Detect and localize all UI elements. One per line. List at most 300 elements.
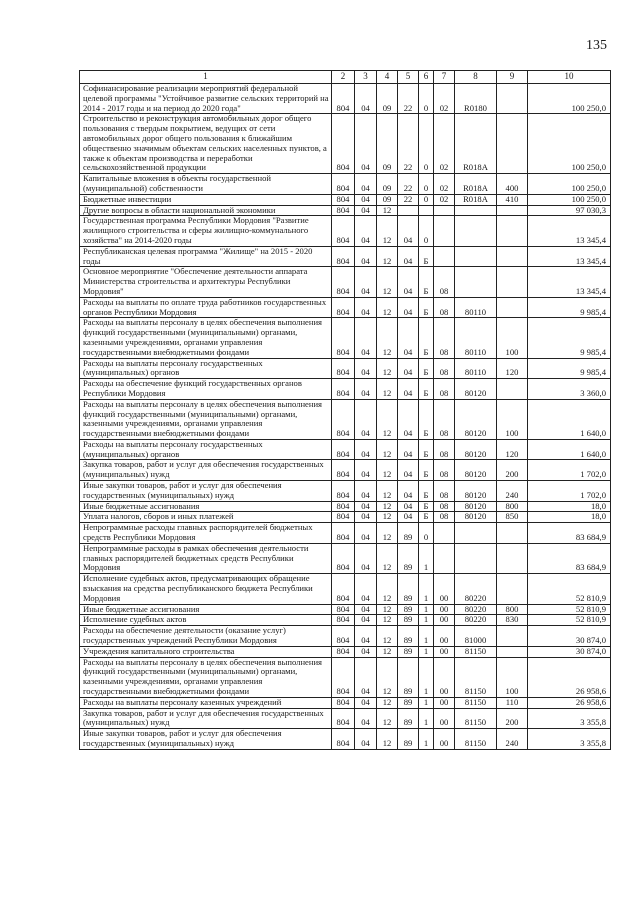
row-name-cell: Исполнение судебных актов [80,615,332,626]
code-cell: 80120 [455,399,497,439]
code-cell: 08 [434,512,455,523]
code-cell: 12 [377,267,398,297]
code-cell: 12 [377,646,398,657]
code-cell: 804 [332,297,355,318]
header-cell: 2 [332,71,355,84]
amount-cell: 52 810,9 [528,604,611,615]
code-cell: Б [419,358,434,379]
code-cell: 1 [419,729,434,750]
amount-cell: 3 355,8 [528,729,611,750]
code-cell: 04 [398,267,419,297]
code-cell: 04 [355,84,377,114]
code-cell: 850 [497,512,528,523]
code-cell: 89 [398,657,419,697]
amount-cell: 18,0 [528,512,611,523]
code-cell [497,205,528,216]
code-cell: 120 [497,358,528,379]
code-cell: 80110 [455,318,497,358]
code-cell: 80220 [455,604,497,615]
code-cell [455,523,497,544]
amount-cell: 1 702,0 [528,481,611,502]
code-cell: 804 [332,84,355,114]
code-cell: 04 [355,604,377,615]
row-name-cell: Учреждения капитального строительства [80,646,332,657]
header-cell: 6 [419,71,434,84]
code-cell: 00 [434,574,455,604]
code-cell: 804 [332,708,355,729]
code-cell: 1 [419,657,434,697]
code-cell: 89 [398,626,419,647]
code-cell: 200 [497,460,528,481]
code-cell: 12 [377,708,398,729]
code-cell: 22 [398,174,419,195]
code-cell: 04 [355,512,377,523]
code-cell: 04 [398,318,419,358]
code-cell: R0180 [455,84,497,114]
row-name-cell: Другие вопросы в области национальной экономики [80,205,332,216]
code-cell: 04 [355,481,377,502]
code-cell: 800 [497,604,528,615]
code-cell: Б [419,246,434,267]
code-cell: 04 [398,379,419,400]
table-row [80,358,611,379]
code-cell: 200 [497,708,528,729]
code-cell: 12 [377,297,398,318]
amount-cell: 9 985,4 [528,297,611,318]
header-cell: 7 [434,71,455,84]
amount-cell: 100 250,0 [528,114,611,174]
code-cell: 89 [398,604,419,615]
row-name-cell: Расходы на выплаты персоналу государственных (муниципальных) органов [80,439,332,460]
code-cell: 08 [434,297,455,318]
code-cell: 804 [332,318,355,358]
code-cell: 12 [377,615,398,626]
code-cell [497,297,528,318]
code-cell [434,523,455,544]
amount-cell: 1 640,0 [528,399,611,439]
row-name-cell: Иные бюджетные ассигнования [80,604,332,615]
code-cell: 0 [419,174,434,195]
table-row [80,615,611,626]
table-row [80,646,611,657]
table-row [80,297,611,318]
code-cell: 08 [434,460,455,481]
code-cell: 12 [377,481,398,502]
code-cell: 81150 [455,657,497,697]
code-cell: 04 [398,358,419,379]
code-cell: 04 [398,216,419,246]
code-cell: 00 [434,697,455,708]
table-row [80,697,611,708]
code-cell: 80120 [455,512,497,523]
code-cell: 12 [377,512,398,523]
row-name-cell: Иные закупки товаров, работ и услуг для обеспечения государственных (муниципальных) нужд [80,729,332,750]
code-cell: 804 [332,646,355,657]
code-cell: 0 [419,84,434,114]
code-cell: 22 [398,114,419,174]
code-cell: 80120 [455,439,497,460]
code-cell: 804 [332,194,355,205]
amount-cell: 13 345,4 [528,216,611,246]
code-cell: 1 [419,697,434,708]
row-name-cell: Строительство и реконструкция автомобильных дорог общего пользования с твердым покрытием, ведущих от сети автомобильных дорог общего пользования к ближайшим общественно значимым объектам сельских населенных пунктов, а также к объектам производства и переработки сельскохозяйственной продукции [80,114,332,174]
header-cell: 4 [377,71,398,84]
code-cell: 804 [332,697,355,708]
code-cell [419,205,434,216]
amount-cell: 1 640,0 [528,439,611,460]
row-name-cell: Основное мероприятие "Обеспечение деятельности аппарата Министерства строительства и архитектуры Республики Мордовия" [80,267,332,297]
code-cell: 830 [497,615,528,626]
code-cell: 804 [332,481,355,502]
header-cell: 1 [80,71,332,84]
budget-table [79,70,611,750]
code-cell: 12 [377,523,398,544]
amount-cell: 52 810,9 [528,615,611,626]
code-cell: 04 [355,114,377,174]
amount-cell: 100 250,0 [528,194,611,205]
code-cell: 04 [398,439,419,460]
code-cell: 804 [332,216,355,246]
code-cell: 04 [355,460,377,481]
code-cell: 80120 [455,481,497,502]
amount-cell: 26 958,6 [528,697,611,708]
header-cell: 10 [528,71,611,84]
code-cell: 81000 [455,626,497,647]
code-cell: 804 [332,543,355,573]
code-cell: 04 [355,216,377,246]
code-cell: 80120 [455,501,497,512]
table-header-row [80,71,611,84]
code-cell: 80220 [455,615,497,626]
row-name-cell: Закупка товаров, работ и услуг для обеспечения государственных (муниципальных) нужд [80,460,332,481]
code-cell: R018A [455,174,497,195]
code-cell: 804 [332,267,355,297]
table-row [80,439,611,460]
code-cell: Б [419,481,434,502]
code-cell [497,84,528,114]
code-cell [497,626,528,647]
row-name-cell: Расходы на выплаты персоналу казенных учреждений [80,697,332,708]
code-cell: 804 [332,358,355,379]
row-name-cell: Республиканская целевая программа "Жилище" на 2015 - 2020 годы [80,246,332,267]
table-row [80,460,611,481]
code-cell: 1 [419,646,434,657]
row-name-cell: Государственная программа Республики Мордовия "Развитие жилищного строительства и сферы жилищно-коммунального хозяйства" на 2014-2020 годы [80,216,332,246]
table-row [80,657,611,697]
code-cell: 800 [497,501,528,512]
code-cell: R018A [455,194,497,205]
code-cell: 08 [434,439,455,460]
amount-cell: 83 684,9 [528,543,611,573]
row-name-cell: Исполнение судебных актов, предусматривающих обращение взыскания на средства республиканского бюджета Республики Мордовия [80,574,332,604]
code-cell [455,246,497,267]
code-cell [455,216,497,246]
code-cell: 04 [355,439,377,460]
table-row [80,114,611,174]
code-cell: 09 [377,194,398,205]
code-cell: 804 [332,626,355,647]
code-cell: 89 [398,697,419,708]
row-name-cell: Уплата налогов, сборов и иных платежей [80,512,332,523]
table-row [80,523,611,544]
code-cell: 22 [398,84,419,114]
table-row [80,729,611,750]
code-cell: Б [419,399,434,439]
code-cell: 240 [497,729,528,750]
code-cell: 00 [434,626,455,647]
code-cell [497,646,528,657]
code-cell: 04 [355,399,377,439]
amount-cell: 13 345,4 [528,246,611,267]
code-cell: 804 [332,174,355,195]
code-cell: 04 [355,267,377,297]
table-row [80,512,611,523]
code-cell: 410 [497,194,528,205]
code-cell: 04 [355,501,377,512]
code-cell: 0 [419,194,434,205]
table-row [80,708,611,729]
amount-cell: 100 250,0 [528,84,611,114]
table-row [80,379,611,400]
code-cell: 89 [398,729,419,750]
code-cell: 04 [355,708,377,729]
row-name-cell: Расходы на выплаты персоналу в целях обеспечения выполнения функций государственными (муниципальными) органами, казенными учреждениями, органами управления государственными внебюджетными фондами [80,318,332,358]
code-cell: 04 [355,358,377,379]
code-cell: 1 [419,615,434,626]
code-cell: 04 [355,379,377,400]
row-name-cell: Непрограммные расходы в рамках обеспечения деятельности главных распорядителей бюджетных средств Республики Мордовия [80,543,332,573]
code-cell: 12 [377,460,398,481]
header-cell: 5 [398,71,419,84]
code-cell: Б [419,501,434,512]
code-cell: 04 [355,574,377,604]
code-cell: 02 [434,174,455,195]
code-cell: 04 [355,615,377,626]
amount-cell: 30 874,0 [528,646,611,657]
code-cell: 12 [377,205,398,216]
code-cell: 804 [332,460,355,481]
code-cell: 1 [419,708,434,729]
table-row [80,84,611,114]
code-cell: 02 [434,194,455,205]
code-cell: 400 [497,174,528,195]
code-cell: 81150 [455,697,497,708]
code-cell [497,574,528,604]
code-cell: 0 [419,523,434,544]
code-cell: 110 [497,697,528,708]
code-cell [497,246,528,267]
table-row [80,574,611,604]
code-cell: 89 [398,646,419,657]
header-cell: 3 [355,71,377,84]
code-cell: 04 [355,318,377,358]
code-cell: 804 [332,501,355,512]
code-cell: 04 [398,481,419,502]
code-cell: 804 [332,399,355,439]
amount-cell: 97 030,3 [528,205,611,216]
code-cell: Б [419,379,434,400]
code-cell: 804 [332,114,355,174]
code-cell: 12 [377,604,398,615]
code-cell: 02 [434,114,455,174]
amount-cell: 26 958,6 [528,657,611,697]
code-cell [455,543,497,573]
row-name-cell: Расходы на выплаты персоналу в целях обеспечения выполнения функций государственными (муниципальными) органами, казенными учреждениями, органами управления государственными внебюджетными фондами [80,399,332,439]
code-cell: 00 [434,646,455,657]
table-row [80,481,611,502]
table-row [80,604,611,615]
code-cell: 08 [434,267,455,297]
table-row [80,626,611,647]
code-cell: Б [419,439,434,460]
page-number: 135 [586,38,607,53]
code-cell: 0 [419,114,434,174]
code-cell: 89 [398,543,419,573]
row-name-cell: Закупка товаров, работ и услуг для обеспечения государственных (муниципальных) нужд [80,708,332,729]
amount-cell: 18,0 [528,501,611,512]
code-cell [497,543,528,573]
amount-cell: 9 985,4 [528,318,611,358]
code-cell [434,205,455,216]
code-cell [497,267,528,297]
code-cell [434,216,455,246]
code-cell: 04 [355,205,377,216]
code-cell [455,205,497,216]
code-cell: 89 [398,708,419,729]
code-cell: 04 [355,523,377,544]
code-cell: 04 [398,501,419,512]
amount-cell: 1 702,0 [528,460,611,481]
code-cell [455,267,497,297]
code-cell: 09 [377,174,398,195]
code-cell: 804 [332,615,355,626]
code-cell: 00 [434,604,455,615]
code-cell: 12 [377,216,398,246]
code-cell: 80220 [455,574,497,604]
table-row [80,543,611,573]
code-cell: 80110 [455,358,497,379]
code-cell: 04 [355,246,377,267]
code-cell: 12 [377,358,398,379]
code-cell: 804 [332,729,355,750]
code-cell: 04 [355,626,377,647]
code-cell: 804 [332,379,355,400]
code-cell: 00 [434,657,455,697]
code-cell: 12 [377,574,398,604]
table-row [80,318,611,358]
header-cell: 9 [497,71,528,84]
code-cell: Б [419,267,434,297]
code-cell: Б [419,297,434,318]
table-row [80,246,611,267]
code-cell: 89 [398,523,419,544]
code-cell: 04 [355,194,377,205]
table-row [80,205,611,216]
row-name-cell: Иные закупки товаров, работ и услуг для обеспечения государственных (муниципальных) нужд [80,481,332,502]
row-name-cell: Расходы на выплаты персоналу в целях обеспечения выполнения функций государственными (муниципальными) органами, казенными учреждениями, органами управления государственными внебюджетными фондами [80,657,332,697]
code-cell [434,246,455,267]
code-cell: 08 [434,318,455,358]
row-name-cell: Бюджетные инвестиции [80,194,332,205]
table-row [80,399,611,439]
row-name-cell: Непрограммные расходы главных распорядителей бюджетных средств Республики Мордовия [80,523,332,544]
row-name-cell: Капитальные вложения в объекты государственной (муниципальной) собственности [80,174,332,195]
code-cell: 804 [332,439,355,460]
code-cell: 81150 [455,708,497,729]
code-cell: 12 [377,729,398,750]
code-cell: 1 [419,574,434,604]
amount-cell: 52 810,9 [528,574,611,604]
code-cell: 04 [355,297,377,318]
code-cell: 89 [398,615,419,626]
code-cell: 12 [377,697,398,708]
code-cell: 80120 [455,379,497,400]
code-cell: 804 [332,205,355,216]
code-cell [497,379,528,400]
code-cell: 81150 [455,646,497,657]
code-cell: 04 [398,297,419,318]
code-cell: 08 [434,399,455,439]
row-name-cell: Иные бюджетные ассигнования [80,501,332,512]
row-name-cell: Софинансирование реализации мероприятий федеральной целевой программы "Устойчивое развитие сельских территорий на 2014 - 2017 годы и на период до 2020 года" [80,84,332,114]
code-cell: 100 [497,657,528,697]
table-row [80,194,611,205]
table-row [80,501,611,512]
code-cell: 1 [419,543,434,573]
code-cell: 04 [398,460,419,481]
code-cell: 12 [377,501,398,512]
amount-cell: 3 355,8 [528,708,611,729]
code-cell: 08 [434,358,455,379]
code-cell [434,543,455,573]
code-cell: 804 [332,604,355,615]
code-cell: 81150 [455,729,497,750]
code-cell [398,205,419,216]
amount-cell: 30 874,0 [528,626,611,647]
table-row [80,216,611,246]
code-cell: 00 [434,615,455,626]
code-cell: 04 [398,399,419,439]
code-cell: 22 [398,194,419,205]
code-cell: 0 [419,216,434,246]
code-cell: 00 [434,729,455,750]
code-cell: R018A [455,114,497,174]
code-cell [497,114,528,174]
code-cell: 89 [398,574,419,604]
code-cell: 04 [355,174,377,195]
code-cell: 12 [377,626,398,647]
code-cell: 04 [355,697,377,708]
code-cell: 00 [434,708,455,729]
code-cell: 804 [332,657,355,697]
code-cell: 12 [377,318,398,358]
row-name-cell: Расходы на обеспечение функций государственных органов Республики Мордовия [80,379,332,400]
code-cell: 04 [355,657,377,697]
code-cell: 02 [434,84,455,114]
code-cell: 12 [377,379,398,400]
code-cell: 240 [497,481,528,502]
code-cell: 12 [377,657,398,697]
row-name-cell: Расходы на выплаты по оплате труда работников государственных органов Республики Мордовия [80,297,332,318]
code-cell: 04 [355,729,377,750]
code-cell: 1 [419,626,434,647]
code-cell: 12 [377,439,398,460]
code-cell: 804 [332,246,355,267]
code-cell: Б [419,512,434,523]
code-cell: 804 [332,512,355,523]
code-cell: 04 [355,646,377,657]
code-cell: 12 [377,543,398,573]
